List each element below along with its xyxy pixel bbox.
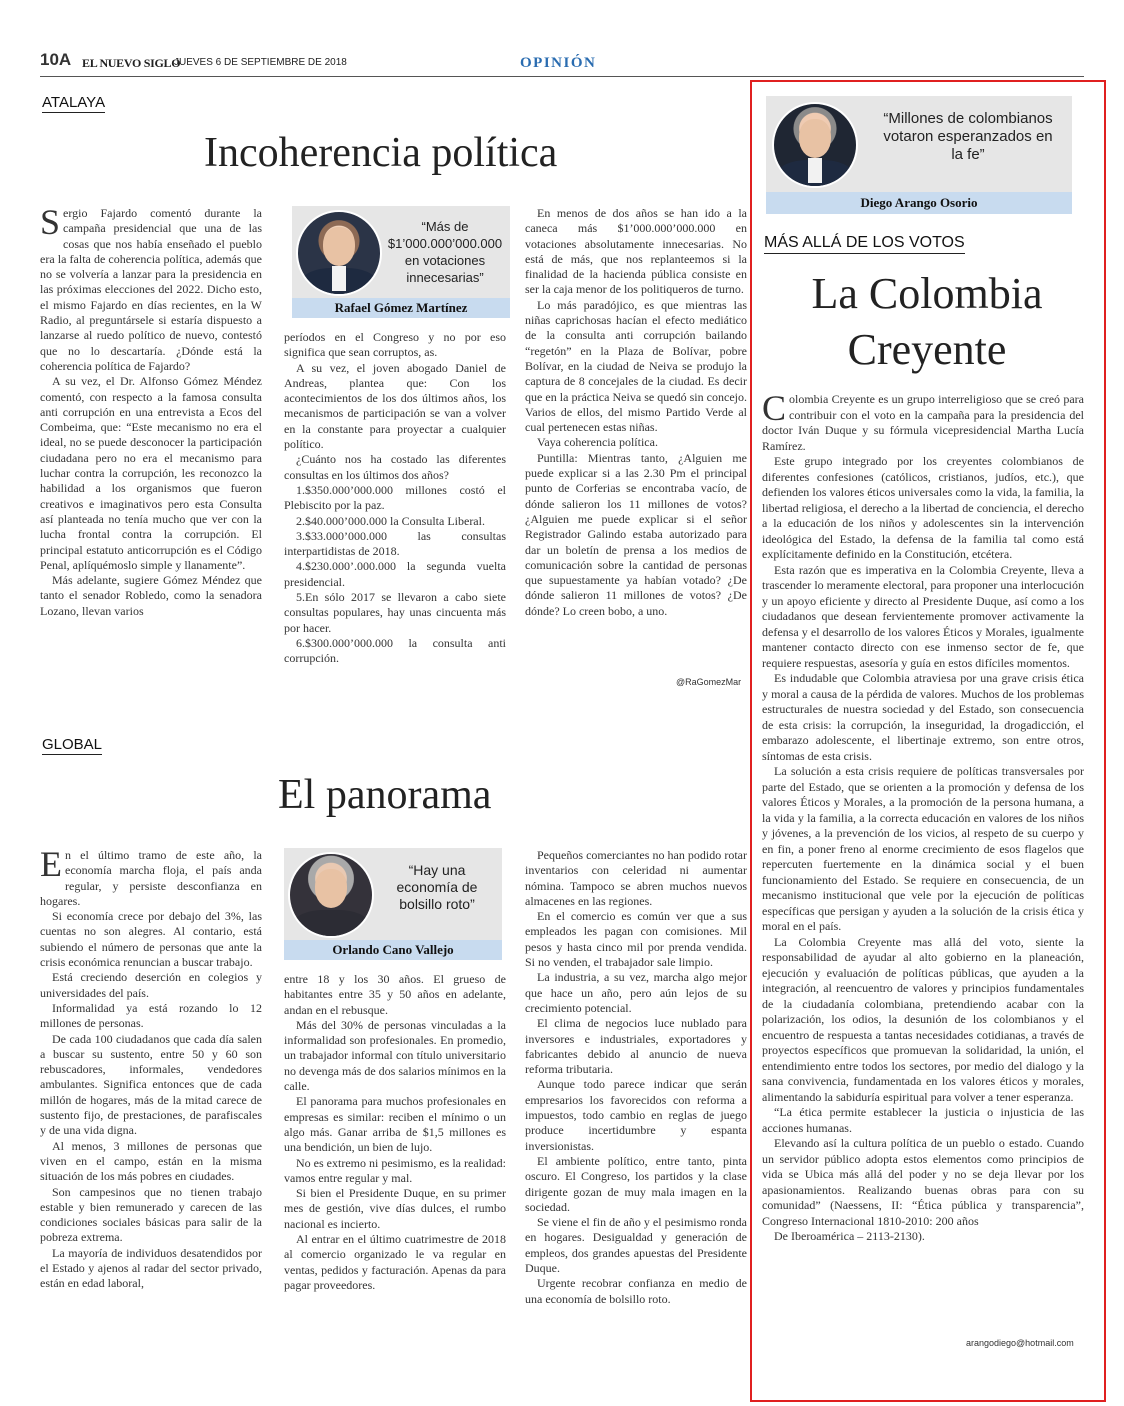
paragraph: Elevando así la cultura política de un pueblo o estado. Cuando un servidor público adopta estos elementos como principios de vida se Ubica más allá del poder y no se deja llevar por los apasionamientos. Realizando buenas obras para con su comunidad” (Naessens, II: “Ética pública y transparencia”, Congreso Internacional 1810-2010: 200 años xyxy=(762,1136,1084,1228)
paragraph: La mayoría de individuos desatendidos por el Estado y ajenos al radar del sector privado, están en edad laboral, xyxy=(40,1245,262,1291)
paragraph: 3.$33.000’000.000 las consultas interpartidistas de 2018. xyxy=(284,528,506,559)
paragraph: Lo más paradójico, es que mientras las niñas caprichosas hacían el efecto mediático de la consulta anti corrupción bailando “regetón” en la Plaza de Bolívar, pobre Bolívar, en la ciudad de Neiva se produjo la captura de 8 concejales de la ciudad. Es decir que en la práctica Neiva se quedó sin concejo. Varios de ellos, del mismo Partido Verde al cual pertenecen estas niñas. xyxy=(525,297,747,435)
paragraph: Más adelante, sugiere Gómez Méndez que tanto el senador Robledo, como la senadora Lozano, llevan varios xyxy=(40,573,262,618)
author-box-diego xyxy=(766,96,1072,214)
edition-date: JUEVES 6 DE SEPTIEMBRE DE 2018 xyxy=(174,57,347,68)
global-column-1 xyxy=(40,848,262,1348)
paragraph: Vaya coherencia política. xyxy=(537,435,658,450)
header-rule xyxy=(40,76,1084,77)
author-photo xyxy=(772,102,858,188)
paragraph: Al menos, 3 millones de personas que viven en el campo, están en la misma situación de los más pobres en ciudades. xyxy=(40,1138,262,1184)
paragraph: Si economía crece por debajo del 3%, las cuentas no son alegres. Al contario, está subiendo el número de personas que ante la crisis económica renuncian a buscar trabajo. xyxy=(40,909,262,970)
paragraph: La Colombia Creyente mas allá del voto, siente la responsabilidad de ayudar al alto gobierno en la planeación, ejecución y evaluación de políticas públicas, que ayuden a la integración, al reencuentro de valores y principios fundamentales de la ciudadanía colombiana, pretendiendo acabar con la polarización, los odios, la desunión de los colombianos y el encuentro de respuesta a tantas necesidades cotidianas, a través de proyectos específicos que promuevan la solidaridad, la unión, el entendimiento entre todos los sectores, por medio del dialogo y la sana convivencia, fundamentada en los valores éticos y morales, alimentando la sabiduría espiritual para volver a tener esperanza. xyxy=(762,934,1084,1104)
section-title: OPINIÓN xyxy=(520,55,597,71)
global-kicker: GLOBAL xyxy=(42,736,103,753)
votos-kicker: MÁS ALLÁ DE LOS VOTOS xyxy=(764,234,965,254)
global-column-2 xyxy=(284,972,506,1350)
paragraph: Está creciendo deserción en colegios y universidades del país. xyxy=(40,970,262,1000)
paragraph: A su vez, el joven abogado Daniel de Andreas, plantea que: Con los acontecimientos de los dos últimos años, los mecanismos de participación se van a volver en la constante para proyectar a cualquier político. xyxy=(284,360,506,452)
paragraph: Son campesinos que no tienen trabajo estable y bien remunerado y carecen de las condiciones sociales básicas para salir de la pobreza extrema. xyxy=(40,1184,262,1245)
paragraph: Puntilla: Mientras tanto, ¿Alguien me puede explicar si a las 2.30 Pm el principal punto de Corferias se encontraba vacío, de dónde salieron los 11 millones de votos? ¿Alguien me puede explicar si el señor Registrador Galindo estaba autorizado para dar un boletín de prensa a los medios de comunicación sobre la cantidad de personas que supuestamente ya habían votado? ¿De dónde salieron 11 millones de votos? ¿De dónde? Lo creen bobo, a uno. xyxy=(525,450,747,618)
author-box-rafael xyxy=(292,206,510,318)
paragraph: Aunque todo parece indicar que serán empresarios los favorecidos con reforma a impuestos, todo cambio en reglas de juego produce incertidumbre y espanta inversionistas. xyxy=(525,1077,747,1153)
paragraph: Este grupo integrado por los creyentes colombianos de diferentes confesiones (católicos, cristianos, judíos, etc.), que defienden los valores éticos universales como la vida, la familia, la libertad religiosa, el derecho a la libertad de conciencia, el derecho a la educación de los niños y adolescentes sin la intervención ideológica del Estado, la defensa de la familia tal como está explícitamente definido en la Constitución, etcétera. xyxy=(762,454,1084,561)
pull-quote: “Hay una economía de bolsillo roto” xyxy=(396,862,478,912)
author-email: arangodiego@hotmail.com xyxy=(966,1338,1074,1348)
author-photo xyxy=(296,210,382,296)
newspaper-name: EL NUEVO SIGLO xyxy=(82,56,181,70)
author-box-orlando xyxy=(284,848,502,960)
paragraph: n el último tramo de este año, la economía marcha floja, el país anda regular, y persiste desconfianza en hogares. xyxy=(40,848,262,908)
paragraph: La industria, a su vez, marcha algo mejor que hace un año, pero aún lejos de su crecimiento potencial. xyxy=(525,970,747,1015)
paragraph: ¿Cuánto nos ha costado las diferentes consultas en los últimos dos años? xyxy=(284,452,506,482)
paragraph: ergio Fajardo comentó durante la campaña presidencial que una de las cosas que nos había enseñado el pueblo era la falta de coherencia política, además que no se volvería a lanzar para la presidencia en las próximas elecciones del 2022. Dicho esto, el mismo Fajardo en días recientes, en la W Radio, al preguntársele si estaría dispuesto a lanzarse al ruedo político de nuevo, contestó que no lo descartaría. ¿Dónde está la coherencia política de Fajardo? xyxy=(40,206,262,373)
author-name: Rafael Gómez Martínez xyxy=(292,298,510,318)
global-headline: El panorama xyxy=(278,772,492,818)
paragraph: Esta razón que es imperativa en la Colombia Creyente, lleva a trascender lo meramente electoral, para proponer una interlocución y un apoyo eficiente y directo al Presidente Duque, así como a los ciudadanos que desean fervientemente promover activamente la defensa y el desarrollo de los valores Éticos y Morales, igualmente mantener contacto directo con ese inmenso sector de fe, que requiere respuestas, asesoría y guía en estos difíciles momentos. xyxy=(762,562,1084,670)
paragraph: Informalidad ya está rozando lo 12 millones de personas. xyxy=(40,1000,262,1031)
author-name: Diego Arango Osorio xyxy=(766,192,1072,214)
drop-cap: C xyxy=(762,392,787,428)
paragraph: De Iberoamérica – 2113-2130). xyxy=(774,1229,925,1243)
paragraph: El clima de negocios luce nublado para inversores e industriales, exportadores y fabricantes debido al anuncio de nueva reforma tributaria. xyxy=(525,1016,747,1077)
paragraph: El panorama para muchos profesionales en empresas es similar: reciben el mínimo o un algo más. Ganar arriba de $1,5 millones es una bendición, un bien de lujo. xyxy=(284,1094,506,1155)
atalaya-headline: Incoherencia política xyxy=(204,130,558,176)
paragraph: A su vez, el Dr. Alfonso Gómez Méndez comentó, con respecto a la famosa consulta anti corrupción en una entrevista a Ecos del Combeima, que: “Este mecanismo no era el ideal, no se puede desconocer la participación ciudadana pero no era el mecanismo para luchar contra la corrupción, les reconozco la habilidad a los organismos que fueron creativos e imaginativos pero esta Consulta así planteada no tenía mucho que ver con la lucha frontal contra la corrupción. El principal estatuto anticorrupción es el Código Penal, aplíquémoslo simple y llanamente”. xyxy=(40,374,262,572)
paragraph: 5.En sólo 2017 se llevaron a cabo siete consultas populares, hay unas cincuenta más por hacer. xyxy=(284,590,506,635)
paragraph: Si bien el Presidente Duque, en su primer mes de gestión, vive días dulces, el rumbo nacional es incierto. xyxy=(284,1186,506,1231)
votos-column xyxy=(762,392,1084,1322)
paragraph: El ambiente político, entre tanto, pinta oscuro. El Congreso, los partidos y la clase dirigente gozan de muy mala imagen en la sociedad. xyxy=(525,1153,747,1214)
paragraph: olombia Creyente es un grupo interreligioso que se creó para contribuir con el voto en la campaña para la presidencia del doctor Iván Duque y su fórmula vicepresidencial Martha Lucía Ramírez. xyxy=(762,392,1084,453)
pull-quote: “Más de $1’000.000’000.000 en votaciones innecesarias” xyxy=(387,219,503,285)
drop-cap: S xyxy=(40,206,61,242)
paragraph: En menos de dos años se han ido a la caneca más $1’000.000’000.000 en votaciones absolutamente innecesarias. No está de más, que nos replanteemos si la finalidad de la hacienda pública consiste en ser la caja menor de los politiqueros de turno. xyxy=(525,206,747,297)
paragraph: Urgente recobrar confianza en medio de una economía de bolsillo roto. xyxy=(525,1276,747,1306)
paragraph: De cada 100 ciudadanos que cada día salen a buscar su sustento, entre 50 y 60 son rebuscadores, informales, vendedores ambulantes. Significa entonces que de cada millón de hogares, más de la mitad carece de sustento fijo, de prestaciones, de parafiscales y de una vida digna. xyxy=(40,1031,262,1138)
atalaya-column-1 xyxy=(40,206,262,690)
paragraph: Es indudable que Colombia atraviesa por una grave crisis ética y moral a causa de la pérdida de valores. Muchos de los problemas estructurales de nuestra sociedad y del Estado, son consecuencia de esta crisis: la corrupción, la inseguridad, la drogadicción, el embarazo adolescente, el libertinaje extremo, son entre otros, síntomas de esta crisis. xyxy=(762,671,1084,763)
paragraph: En el comercio es común ver que a sus empleados les pagan con comisiones. Mil pesos y hasta cinco mil por prenda vendida. Si no venden, el trabajador sale limpio. xyxy=(525,909,747,970)
paragraph: 4.$230.000’.000.000 la segunda vuelta presidencial. xyxy=(284,559,506,589)
paragraph: Más del 30% de personas vinculadas a la informalidad son profesionales. En promedio, un trabajador informal con título universitario no devenga más de dos salarios mínimos en la calle. xyxy=(284,1017,506,1094)
pull-quote: “Millones de colombianos votaron esperanzados en la fe” xyxy=(883,110,1053,163)
paragraph: Al entrar en el último cuatrimestre de 2018 al comercio organizado le va regular en ventas, pedidos y facturación. Apenas da para pagar proveedores. xyxy=(284,1232,506,1292)
atalaya-column-2 xyxy=(284,330,506,690)
paragraph: entre 18 y los 30 años. El grueso de habitantes entre 35 y 50 años en adelante, andan en el rebusque. xyxy=(284,972,506,1017)
paragraph: No es extremo ni pesimismo, es la realidad: vamos entre regular y mal. xyxy=(284,1155,506,1185)
paragraph: 1.$350.000’000.000 millones costó el Plebiscito por la paz. xyxy=(284,482,506,513)
paragraph: períodos en el Congreso y no por eso significa que sean corruptos, as. xyxy=(284,330,506,360)
paragraph: Se viene el fin de año y el pesimismo ronda en hogares. Desigualdad y generación de empleos, dos grandes apuestas del Presidente Duque. xyxy=(525,1215,747,1276)
author-handle: @RaGomezMar xyxy=(676,677,742,687)
paragraph: La solución a esta crisis requiere de políticas transversales por parte del Estado, que se orienten a la promoción y defensa de los valores Éticos y Morales, a la promoción de la persona humana, a la vida y la familia, a la correcta educación en valores de los niños y jóvenes, a la prevención de los vicios, al respeto de su cuerpo y en fin, a poner freno al enorme crecimiento de esos flagelos que repercuten fuertemente en la dinámica social y el buen funcionamiento del Estado. Se requiere en consecuencia, de un mecanismo institucional que vele por la ejecución de políticas específicas que persigan y ayuden a la solución de la crisis ética y moral en el país. xyxy=(762,764,1084,933)
votos-headline-line-1: La Colombia xyxy=(811,269,1043,318)
atalaya-column-3 xyxy=(525,206,747,676)
author-photo xyxy=(288,852,374,938)
author-name: Orlando Cano Vallejo xyxy=(284,940,502,960)
drop-cap: E xyxy=(40,848,62,884)
paragraph: 2.$40.000’000.000 la Consulta Liberal. xyxy=(296,513,485,528)
votos-headline-line-2: Creyente xyxy=(847,325,1007,374)
paragraph: “La ética permite establecer la justicia o injusticia de las acciones humanas. xyxy=(762,1105,1084,1135)
global-column-3 xyxy=(525,848,747,1334)
page-number: 10A xyxy=(40,50,72,69)
paragraph: Pequeños comerciantes no han podido rotar inventarios con celeridad ni aumentar nómina. Tampoco se abren muchos nuevos almacenes en las regiones. xyxy=(525,848,747,908)
atalaya-kicker: ATALAYA xyxy=(42,94,106,111)
paragraph: 6.$300.000’000.000 la consulta anti corrupción. xyxy=(284,635,506,666)
